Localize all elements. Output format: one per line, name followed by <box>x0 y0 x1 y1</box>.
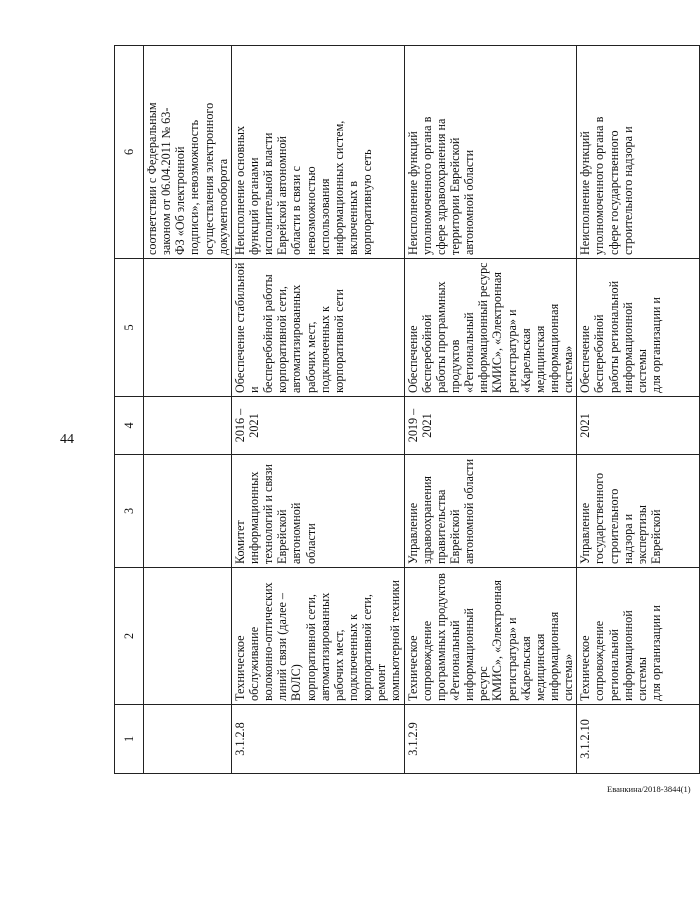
row-goal: Обеспечение бесперебойной работы региональной информационной системы для организации и <box>577 259 700 397</box>
column-header-6: 6 <box>115 46 144 259</box>
header-row <box>115 46 144 774</box>
row-years <box>144 397 232 455</box>
column-header-1: 1 <box>115 705 144 774</box>
row-goal <box>144 259 232 397</box>
page-number: 44 <box>60 432 74 447</box>
row-code: 3.1.2.9 <box>404 705 577 774</box>
table-row <box>144 46 232 774</box>
row-years: 2016 – 2021 <box>231 397 404 455</box>
row-years: 2019 – 2021 <box>404 397 577 455</box>
program-table <box>114 45 700 774</box>
row-name: Техническое обслуживание волоконно-оптических линий связи (далее – ВОЛС) корпоративной сети, автоматизированных рабочих мест, подключенных к корпоративной сети, ремонт компьютерной техники <box>231 568 404 705</box>
row-goal: Обеспечение бесперебойной работы программных продуктов «Региональный информационный ресурс КМИС», «Электронная регистратура» и «Карельская медицинская информационная система» <box>404 259 577 397</box>
column-header-5: 5 <box>115 259 144 397</box>
row-code: 3.1.2.8 <box>231 705 404 774</box>
table-row <box>404 46 577 774</box>
column-header-3: 3 <box>115 455 144 568</box>
footer-code: Еванкина/2018-3844(1) <box>607 784 691 794</box>
row-goal: Обеспечение стабильной и бесперебойной работы корпоративной сети, автоматизированных рабочих мест, подключенных к корпоративной сети <box>231 259 404 397</box>
column-header-2: 2 <box>115 568 144 705</box>
row-executor: Управление государственного строительного надзора и экспертизы Еврейской <box>577 455 700 568</box>
rotated-table-container <box>114 46 663 774</box>
row-name <box>144 568 232 705</box>
row-executor: Комитет информационных технологий и связи Еврейской автономной области <box>231 455 404 568</box>
table-row <box>231 46 404 774</box>
row-years: 2021 <box>577 397 700 455</box>
row-risk: Неисполнение основных функций органами исполнительной власти Еврейской автономной области в связи с невозможностью использования информационных систем, включенных в корпоративную сеть <box>231 46 404 259</box>
row-code <box>144 705 232 774</box>
row-risk: соответствии с Федеральным законом от 06.04.2011 № 63- ФЗ «Об электронной подписи», невозможность осуществления электронного документооборота <box>144 46 232 259</box>
row-executor: Управление здравоохранения правительства Еврейской автономной области <box>404 455 577 568</box>
row-executor <box>144 455 232 568</box>
column-header-4: 4 <box>115 397 144 455</box>
row-risk: Неисполнение функций уполномоченного органа в сфере государственного строительного надзора и <box>577 46 700 259</box>
table-row <box>577 46 700 774</box>
row-code: 3.1.2.10 <box>577 705 700 774</box>
row-name: Техническое сопровождение программных продуктов «Региональный информационный ресурс КМИС», «Электронная регистратура» и «Карельская медицинская информационная система» <box>404 568 577 705</box>
row-name: Техническое сопровождение региональной информационной системы для организации и <box>577 568 700 705</box>
row-risk: Неисполнение функций уполномоченного органа в сфере здравоохранения на территории Еврейской автономной области <box>404 46 577 259</box>
